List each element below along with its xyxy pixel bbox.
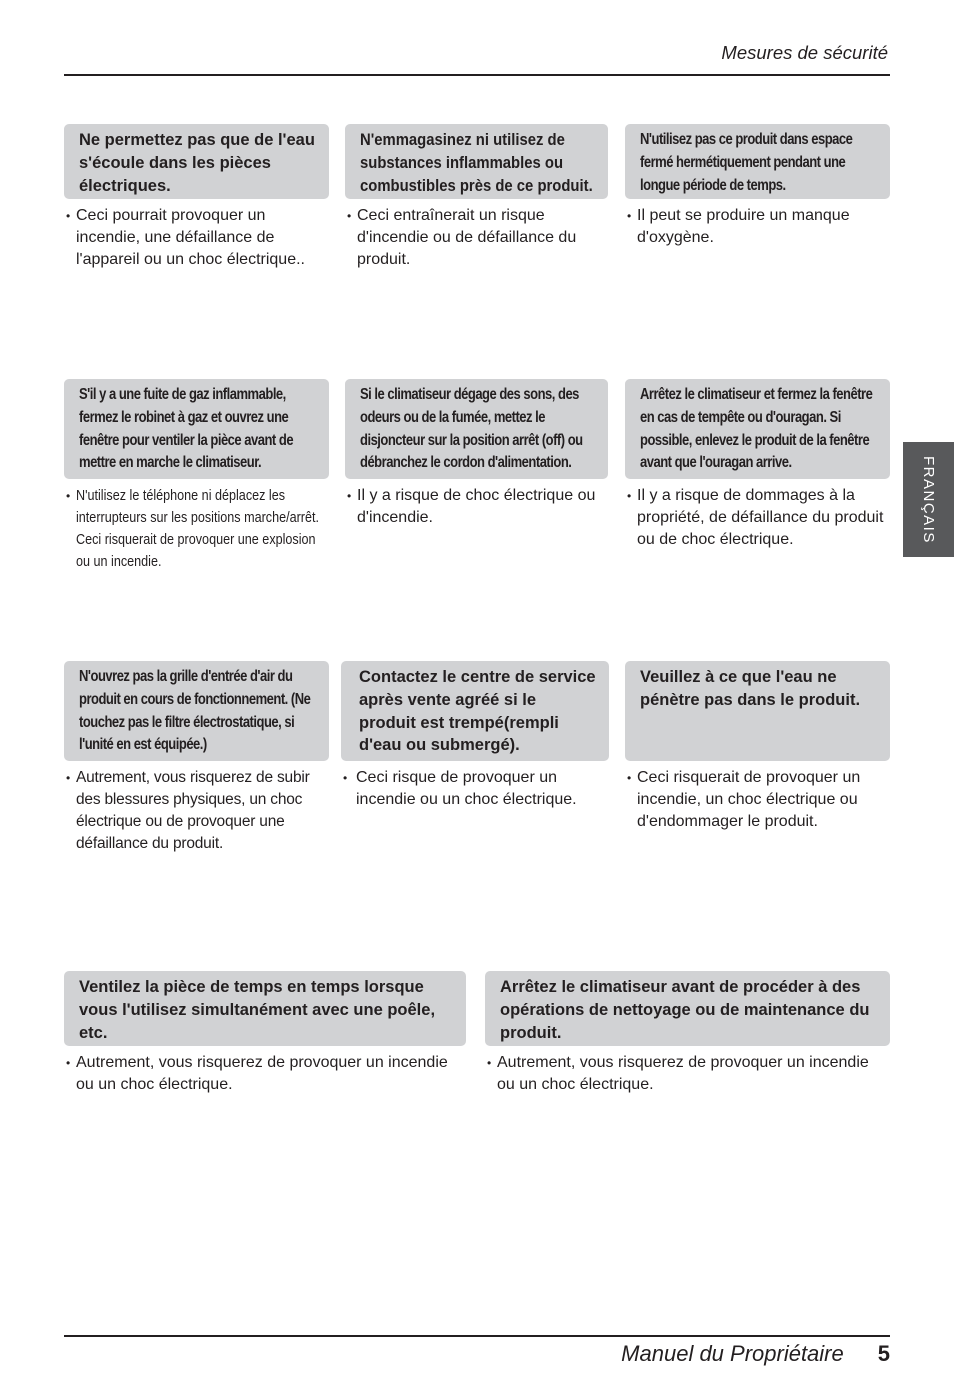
warning-card-ventilate bbox=[64, 971, 466, 1096]
warning-card-flammable-storage bbox=[345, 124, 608, 271]
warning-title: Contactez le centre de service après vente agréé si le produit est trempé(rempli d'eau ou submergé). bbox=[341, 661, 609, 761]
warning-title: N'emmagasinez ni utilisez de substances inflammables ou combustibles près de ce produit. bbox=[345, 124, 608, 199]
warning-bullet: • Ceci risquerait de provoquer un incendie, un choc électrique ou d'endommager le produit. bbox=[625, 767, 890, 833]
warning-card-water-ingress bbox=[625, 661, 890, 833]
warning-card-gas-leak bbox=[64, 379, 329, 573]
warning-bullet: • Autrement, vous risquerez de subir des blessures physiques, un choc électrique ou de provoquer une défaillance du produit. bbox=[64, 767, 329, 855]
warning-title: N'utilisez pas ce produit dans espace fermé hermétiquement pendant une longue période de temps. bbox=[625, 124, 890, 199]
warning-title: Veuillez à ce que l'eau ne pénètre pas dans le produit. bbox=[625, 661, 890, 761]
warning-title: S'il y a une fuite de gaz inflammable, fermez le robinet à gaz et ouvrez une fenêtre pour ventiler la pièce avant de mettre en marche le climatiseur. bbox=[64, 379, 329, 479]
warning-card-water-electric bbox=[64, 124, 329, 271]
language-tab bbox=[903, 442, 954, 557]
warning-bullet: • Ceci risque de provoquer un incendie ou un choc électrique. bbox=[341, 767, 609, 811]
page-number: 5 bbox=[877, 1341, 890, 1366]
warning-bullet: • Ceci pourrait provoquer un incendie, une défaillance de l'appareil ou un choc électrique.. bbox=[64, 205, 329, 271]
header-rule bbox=[64, 74, 890, 76]
warning-card-storm bbox=[625, 379, 890, 551]
page-header-title: Mesures de sécurité bbox=[721, 42, 888, 63]
warning-card-inlet-grille bbox=[64, 661, 329, 855]
warning-bullet: • Il y a risque de dommages à la propriété, de défaillance du produit ou de choc électrique. bbox=[625, 485, 890, 551]
warning-bullet: • Il y a risque de choc électrique ou d'incendie. bbox=[345, 485, 608, 529]
warning-card-sealed-space bbox=[625, 124, 890, 249]
warning-title: Ventilez la pièce de temps en temps lorsque vous l'utilisez simultanément avec une poêle, etc. bbox=[64, 971, 466, 1046]
warning-bullet: • Autrement, vous risquerez de provoquer un incendie ou un choc électrique. bbox=[64, 1052, 466, 1096]
warning-bullet: • Autrement, vous risquerez de provoquer un incendie ou un choc électrique. bbox=[485, 1052, 890, 1096]
page-footer bbox=[621, 1341, 890, 1367]
warning-title: Arrêtez le climatiseur avant de procéder à des opérations de nettoyage ou de maintenance du produit. bbox=[485, 971, 890, 1046]
warning-title: N'ouvrez pas la grille d'entrée d'air du produit en cours de fonctionnement. (Ne touchez pas le filtre électrostatique, si l'unité en est équipée.) bbox=[64, 661, 329, 761]
warning-title: Si le climatiseur dégage des sons, des odeurs ou de la fumée, mettez le disjoncteur sur la position arrêt (off) ou débranchez le cordon d'alimentation. bbox=[345, 379, 608, 479]
footer-rule bbox=[64, 1335, 890, 1337]
warning-bullet: • Il peut se produire un manque d'oxygène. bbox=[625, 205, 890, 249]
warning-card-service-center bbox=[341, 661, 609, 811]
manual-title: Manuel du Propriétaire bbox=[621, 1341, 844, 1366]
warning-card-smoke bbox=[345, 379, 608, 529]
warning-bullet: • N'utilisez le téléphone ni déplacez les interrupteurs sur les positions marche/arrêt. Ceci risquerait de provoquer une explosion ou un incendie. bbox=[64, 485, 329, 573]
language-tab-label: FRANÇAIS bbox=[920, 455, 937, 544]
warning-bullet: • Ceci entraînerait un risque d'incendie ou de défaillance du produit. bbox=[345, 205, 608, 271]
warning-card-cleaning bbox=[485, 971, 890, 1096]
warning-title: Ne permettez pas que de l'eau s'écoule dans les pièces électriques. bbox=[64, 124, 329, 199]
warning-title: Arrêtez le climatiseur et fermez la fenêtre en cas de tempête ou d'ouragan. Si possible, enlevez le produit de la fenêtre avant que l'ouragan arrive. bbox=[625, 379, 890, 479]
